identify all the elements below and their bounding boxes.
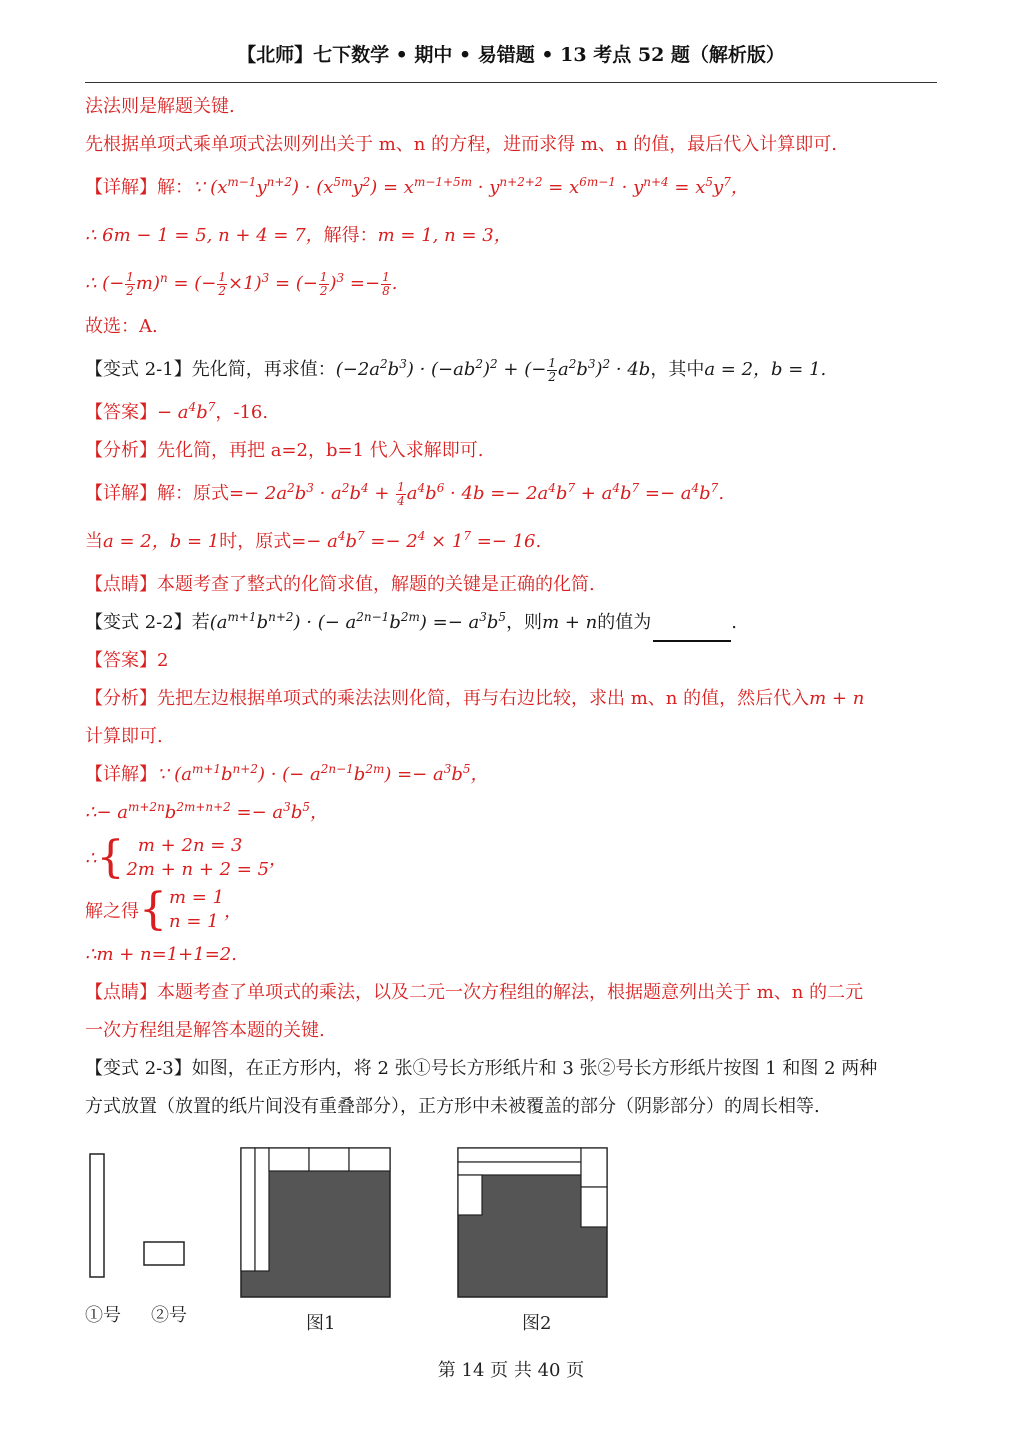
formula: $(-2a^2b^3) \cdot (-ab^2)^2$ + (− $\frac{1}{2}$ $a^2b^3)^2 \cdot 4b$: [335, 355, 651, 384]
page-header: 【北师】七下数学 • 期中 • 易错题 • 13 考点 52 题（解析版）: [237, 44, 785, 66]
detail-solve-label: 解得：: [323, 225, 378, 246]
figure-2-tile: [458, 1175, 482, 1215]
text-line-1: 法法则是解题关键.: [85, 96, 235, 117]
equation-system-2: [85, 884, 937, 936]
piece-2-rect: [144, 1242, 184, 1265]
page-footer: 第 14 页 共 40 页: [437, 1360, 585, 1381]
comment-text: 本题考查了整式的化简求值，解题的关键是正确的化简.: [157, 574, 595, 595]
comment-tag: 【点睛】: [85, 982, 157, 1003]
variant-2-1-question: [85, 346, 937, 394]
detail-line: [85, 756, 937, 794]
variant-tag: 【变式 2-1】: [85, 359, 192, 380]
formula: ∴ { m + 2n = 3 2m + n + 2 = 5 ，: [85, 832, 288, 883]
formula: a = 2，b = 1.: [704, 359, 827, 380]
figure-2-caption: 图2: [522, 1313, 552, 1334]
choice-line: 故选：A.: [85, 316, 158, 337]
detail-line-1: [85, 164, 937, 212]
figure-1-strip: [241, 1148, 255, 1271]
variant-tag: 【变式 2-3】: [85, 1058, 192, 1079]
figure-1-tile: [309, 1148, 349, 1171]
analysis-line-2: 计算即可.: [85, 726, 163, 747]
text-line-2: [85, 126, 937, 164]
comment-line-2: 一次方程组是解答本题的关键.: [85, 1020, 325, 1041]
answer-tag: 【答案】: [85, 402, 157, 423]
answer-tag: 【答案】: [85, 650, 157, 671]
figure-2-strip: [458, 1162, 581, 1175]
piece-1-rect: [90, 1154, 104, 1277]
detail-line-3: [85, 260, 937, 308]
figure-2-tile: [581, 1187, 607, 1227]
analysis-tag: 【分析】: [85, 688, 157, 709]
figure-1-tile: [269, 1148, 309, 1171]
formula: $(a^{m+1}b^{n+2})$ · (− $a^{2n-1}b^{2m}) =- a^3b^5$: [209, 610, 507, 633]
comment-tag: 【点睛】: [85, 574, 157, 595]
figure-2-tile: [581, 1148, 607, 1187]
question-if: 若: [191, 612, 210, 633]
answer-tail: ，-16.: [215, 402, 269, 423]
formula: ∴− $a^{m+2n}b^{2m+n+2} =- a^3b^5$，: [85, 800, 328, 823]
figure-2-strip: [458, 1148, 581, 1162]
figures-area: [85, 1145, 685, 1345]
answer-value: 2: [157, 650, 169, 671]
detail-tag: 【详解】: [85, 764, 157, 785]
formula: m + n: [542, 612, 598, 633]
question-then: ，则: [506, 612, 543, 633]
answer-line: [85, 394, 937, 432]
analysis-text: 先化简，再把 a=2，b=1 代入求解即可.: [157, 440, 484, 461]
detail-tag: 【详解】: [85, 177, 157, 198]
equation-system-1: [85, 832, 937, 884]
formula: a = 2，b = 1: [103, 531, 220, 552]
analysis-text: 先把左边根据单项式的乘法法则化简，再与右边比较，求出 m、n 的值，然后代入: [157, 688, 810, 709]
detail-tag: 【详解】: [85, 483, 157, 504]
answer-line: [85, 642, 937, 680]
figure-1-strip: [255, 1148, 269, 1271]
comment-line: [85, 566, 937, 604]
header-rule: [85, 82, 937, 83]
formula: − $a^4b^7$: [157, 400, 216, 423]
when-label-2: 时，原式: [219, 531, 292, 552]
question-value: 的值为: [597, 612, 652, 633]
analysis-tag: 【分析】: [85, 440, 157, 461]
question-text: 如图，在正方形内，将 2 张①号长方形纸片和 3 张②号长方形纸片按图 1 和图 2 两种: [191, 1058, 878, 1079]
result-line: [85, 936, 937, 974]
formula: ∴ 6m − 1 = 5, n + 4 = 7，: [85, 225, 324, 246]
answer-blank[interactable]: [653, 639, 731, 642]
detail-line-2: [85, 794, 937, 832]
variant-2-3-question-2: 方式放置（放置的纸片间没有重叠部分），正方形中未被覆盖的部分（阴影部分）的周长相等.: [85, 1096, 820, 1117]
formula: ∴m + n=1+1=2.: [85, 944, 237, 965]
detail-prefix: 解：原式: [157, 483, 229, 504]
variant-tag: 【变式 2-2】: [85, 612, 192, 633]
analysis-line: [85, 680, 937, 718]
variant-2-2-question: 【变式 2-2】若$(a^{m+1}b^{n+2})$ · (− $a^{2n-1}b^{2m}) =- a^3b^5$，则m + n的值为 .: [85, 604, 937, 642]
solve-label: 解之得: [85, 901, 139, 922]
formula: ∴ (− $\frac{1}{2}$ m)$^n$ = (− $\frac{1}{2}$ ×1)$^3$ = (− $\frac{1}{2}$ )$^3$ =− $\frac{1}{8}$ .: [85, 269, 398, 298]
formula: =− $a^4b^7 =- 2^4 \times 1^7 =- 16$.: [291, 529, 542, 552]
when-label: 当: [85, 531, 103, 552]
formula: { m = 1 n = 1 ，: [139, 884, 243, 935]
formula: m + n: [809, 688, 865, 709]
piece-1-label: ①号: [85, 1305, 121, 1326]
variant-2-3-question: [85, 1050, 937, 1088]
detail-line: [85, 470, 937, 518]
comment-text: 本题考查了单项式的乘法，以及二元一次方程组的解法，根据题意列出关于 m、n 的二元: [157, 982, 864, 1003]
question-where: ，其中: [650, 359, 705, 380]
piece-2-label: ②号: [151, 1305, 187, 1326]
substitution-line: [85, 518, 937, 566]
detail-line-2: [85, 212, 937, 260]
comment-line: [85, 974, 937, 1012]
formula: ∵ $(a^{m+1}b^{n+2})$ · (− $a^{2n-1}b^{2m}) =- a^3b^5$，: [157, 762, 489, 785]
question-text: 先化简，再求值：: [191, 359, 336, 380]
analysis-line: [85, 432, 937, 470]
figure-1-caption: 图1: [306, 1313, 336, 1334]
analysis-text: 先根据单项式乘单项式法则列出关于 m、n 的方程，进而求得 m、n 的值，最后代入计算即可.: [85, 134, 837, 155]
page-content: [85, 88, 937, 1126]
figure-1-tile: [349, 1148, 390, 1171]
formula: ∵ $(x^{m-1}y^{n+2}) \cdot (x^{5m}y^2) = x^{m-1+5m} \cdot y^{n+2+2} = x^{6m-1} \cdot y^{n+4} = x^5y^7$，: [193, 175, 749, 198]
formula: =− $2a^2b^3 \cdot a^2b^4$ + $\frac{1}{4}$ $a^4b^6 \cdot 4b =- 2a^4b^7 + a^4b^7 =- a^4b^7$.: [229, 479, 725, 508]
formula: m = 1, n = 3，: [377, 225, 512, 246]
detail-prefix: 解：: [157, 177, 193, 198]
